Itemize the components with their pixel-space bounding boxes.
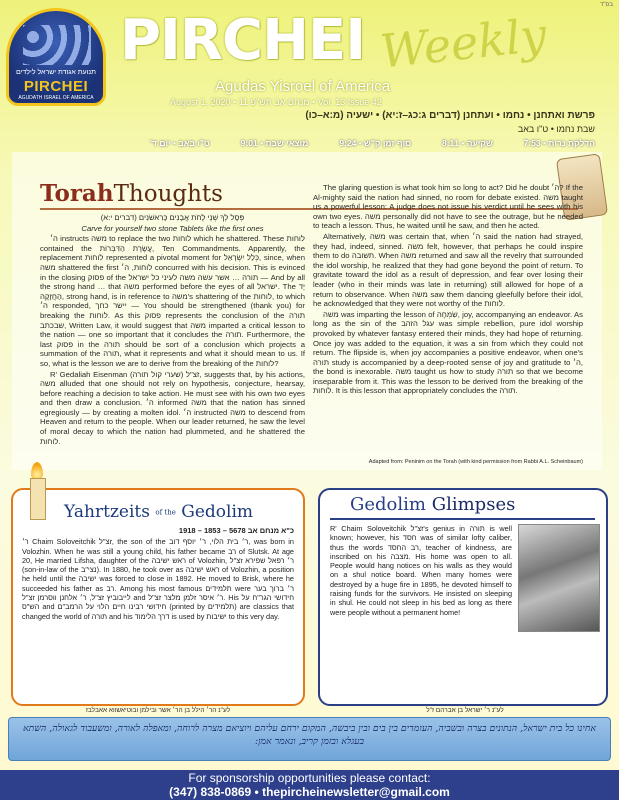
yahrtzeit-paragraph: ר׳ Chaim Soloveitchik זצ"ל, the son of the ר׳ בית הלוי, ר׳ יוסף דוב, was born in Volozhin. When he was still a young child, his father became רב of Slutsk. At age 20, He married Lifsha, daughter of the ראש ישיבה of Volozhin, ר׳ רפאל שפירא זצ"ל (son-in-law of the נצי"ב). In 1880, he took over as ראש ישיבה of Volozhin, a position he held until the ישיבה was forced to close in 1892. He moved to Brisk, where he succeeded his father as רב. Among his most famous תלמידים were ר׳ ברוך בער לייבוביץ זצ"ל, ר׳ אלחנן ווסרמן זצ"ל and ר׳ איסר זלמן מלצר זצ"ל. His חידושי הגר"ח על הש"ס and חידושי רבינו חיים הלוי על הרמב"ם (printed by תלמידים) are classics that changed the world of תורה and his דרך הלימוד is used by ישיבות to this very day. (22, 537, 294, 621)
rabbi-portrait-photo (518, 524, 600, 632)
logo-sub: AGUDATH ISRAEL OF AMERICA (18, 95, 94, 101)
corner-bsd: בס"ד (600, 2, 613, 8)
zman-item: שקיעה • 8:11 (441, 138, 493, 148)
pasuk-translation: Carve for yourself two stone Tablets like the first ones (81, 223, 264, 233)
contact-info[interactable]: (347) 838-0869 • thepircheinewsletter@gmail.com (169, 785, 450, 799)
glimpses-title (350, 494, 515, 515)
glimpses-rule (330, 518, 595, 520)
of-the-word: of the (155, 508, 176, 517)
gedolim-word: Gedolim (181, 502, 254, 522)
organization-name: Agudas Yisroel of America (215, 78, 391, 95)
glimpses-text: R' Chaim Soloveitchik זצ"ל's genius in תורה is well known; however, his חסד was of similar lofty caliber, thus the words רב החסד, teacher of kindness, are inscribed on his מצבה. His home was open to all. People would hang notices on his walls as they would on a shul notice board. When many homes were destroyed by a huge fire in 1895, he devoted himself to raising funds for the survivors. He insisted on sleeping in shul. He could not sleep in his bed as long as there were people without a permanent home! (330, 524, 512, 617)
yahrtzeits-title (64, 502, 253, 522)
sponsorship-text: For sponsorship opportunities please contact: (188, 771, 431, 785)
zman-item: סוף זמן ק"ש • 9:24 (339, 138, 412, 148)
masthead-weekly: Weekly (377, 7, 549, 79)
zmanim-bar (150, 138, 595, 148)
yahrtzeit-text (22, 526, 294, 698)
paragraph: משה was imparting the lesson of שִׂמְחָה, joy, accompanying an endeavor. As long as the sin of the עגל הזהב was simple rebellion, pure idol worship provoked by whatever fantasy entered their minds, they had hope of returning. Once joy was added to the equation, it was a sin from which they could not return. The flipside is, when joy accompanies a positive endeavor, when one's תורה study is accompanied by a deep-rooted sense of joy and gratitude to ה׳, the bond is inexorable. משה taught us how to study תורה so that we become inseparable from it. This was the lesson to be derived from the breaking of the לוחות. It is this lesson that appropriately concludes the תורה. (313, 309, 583, 396)
title-torah: Torah (40, 180, 114, 207)
parsha-line: פרשת ואתחנן • נחמו • ועתחנן (דברים ג:כג–ז:יא) • ישעיה (מ:א–כו) (305, 110, 595, 121)
zman-item: ט"ו באב • יום ד' (150, 138, 210, 148)
pirchei-logo (6, 8, 106, 106)
yahrtzeit-dates: כ"א מנחם אב 5678 – 1853 – 1918 (178, 526, 294, 535)
pasuk: פְּסָל לְךָ שְׁנֵי לֻחֹת אֲבָנִים כָּרִאשֹׁנִים (דברים י:א) (100, 213, 245, 222)
paragraph: The glaring question is what took him so long to act? Did he doubt ה׳? If the Al-mighty said the nation had sinned, no room for debate existed. משה taught us a powerful lesson: A judge does not issue his verdict until he sees with his own two eyes. משה personally did not have to see the outrage, but he needed to teach a lesson. Thus, he waited until he saw, and then he acted. (313, 183, 583, 231)
parsha-subline: שבת נחמו • ט"ו באב (517, 124, 595, 134)
torah-source (313, 455, 583, 469)
glimpses-gedolim: Gedolim (350, 494, 426, 515)
issue-line: August 1, 2020 • 11 מנחם אב תש"פ • Vol. 13 Issue 42 (170, 97, 382, 107)
logo-name: PIRCHEI (23, 78, 89, 95)
candle-icon (30, 478, 46, 520)
logo-hebrew: תנועת אגודת ישראל לילדים (16, 69, 96, 76)
zman-item: מוצאי שבת • 9:01 (240, 138, 309, 148)
paragraph: R' Gedaliah Eisenman זצ"ל (שערי קול תורה), suggests that, by his actions, משה alluded that one should not rely on hypothesis, conjecture, hearsay, before reaching a decision to take action. He must see with his own two eyes and then draw a conclusion. ה׳ informed משה that the nation has sinned egregiously — by creating a molten idol. ה׳ instructed משה to descend from Heaven and return to the people. When our leader returned, he saw the level of moral decay to which the nation had plummeted, and he shattered the לוחות. (40, 369, 305, 446)
yahrtzeit-dedication: לע"נ הר׳ הילל בן הר׳ אשר ובילמן ובוטיאשווא אאבלבז (85, 707, 231, 714)
source-credit: Adapted from: Peninim on the Torah (with kind permission from Rabbi A.L. Scheinbaum) (368, 459, 583, 465)
paragraph: ה׳ instructs משה to replace the two לוחות which he shattered. These לוחות contained the עֲשֶׂרֶת הַדִּבְּרוֹת, Ten Commandments. Apparently, the replacement לוחות represented a pivotal moment for כְּלַל יִשְׂרָאֵל, since, when משה shattered the first לוחות, ה׳ concurred with his decision. This is evinced in the closing פסוק of the תורה … אשר עשה משה לעיני כל ישראל — And by all the strong hand … that משה performed before the eyes of all ישראל. The יָד הַחֲזָקָה, strong hand, is in reference to משה's shattering of the לוחות, to which ה׳ responded, יישר כחך — You should be strengthened (thank you) for breaking the לוחות. As this פסוק represents the conclusion of the תורה שבכתב, Written Law, it would suggest that משה imparted a critical lesson to the nation — one so important that it concludes the תורה. Furthermore, the last פסוק in the תורה should be sort of a conclusion which projects a summation of the תורה, what it represents and what it should mean to us. If so, what is the lesson we are to derive from the breaking of the לוחות? (40, 234, 305, 368)
masthead-title: PIRCHEI (120, 8, 366, 73)
torah-column-left (40, 213, 305, 463)
acheinu-prayer-banner: אחינו כל בית ישראל, הנתונים בצרה ובשביה, העומדים בין בים ובין ביבשה, המקום ירחם עליהם ויוציאם מצרה לרוחה, ומאפלה לאורה, ומשעבוד לגאולה, השתא בעגלא ובזמן קריב, ונאמר אמן: (8, 717, 611, 761)
torah-column-right (313, 183, 583, 453)
children-illustration (23, 25, 91, 65)
title-thoughts: Thoughts (113, 181, 223, 207)
torah-thoughts-title (40, 180, 223, 207)
paragraph: Alternatively, משה was certain that, when ה׳ said the nation had strayed, they had, indeed, sinned. משה felt, however, that perhaps he could inspire them to do תשובה. When משה returned and saw all the revelry that surrounded the idol worship, he realized that they had gone beyond the point of return. To gravitate toward the idol as a result of depression, and fear over losing their leader (who in their minds was late in returning) still allowed for hope of a return to observance. When משה saw them dancing gleefully before their idol, he acknowledged that they were not worthy of the לוחות. (313, 231, 583, 309)
yahrtzeits-word: Yahrtzeits (64, 502, 150, 522)
zman-item: הדלקת נרות • 7:53 (523, 138, 595, 148)
glimpses-word: Glimpses (431, 494, 516, 515)
glimpses-dedication: לע"נ ר׳ ישראל בן אברהם ז"ל (426, 707, 504, 714)
